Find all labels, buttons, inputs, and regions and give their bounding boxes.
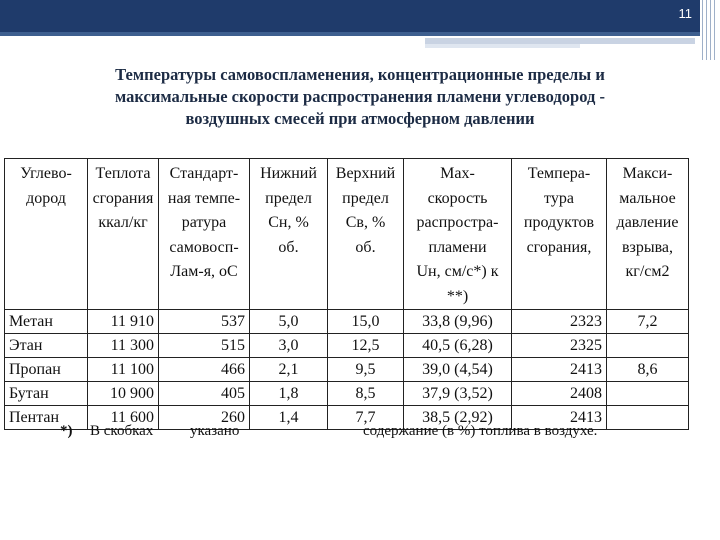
table-cell: 8,6 (607, 358, 689, 382)
table-cell: Пропан (5, 358, 88, 382)
footnote (60, 420, 620, 442)
column-header: Углево- дород (5, 159, 88, 310)
column-header: Темпера- тура продуктов сгорания, (512, 159, 607, 310)
header-light-bar-2 (425, 44, 580, 48)
table-cell: 10 900 (88, 382, 159, 406)
table-cell: 33,8 (9,96) (404, 310, 512, 334)
table-row (5, 310, 689, 334)
column-header: Нижний предел Сн, % об. (250, 159, 328, 310)
title-line: Температуры самовоспламенения, концентрационные пределы и (115, 65, 605, 84)
table-row (5, 334, 689, 358)
column-header: Теплота сгорания ккал/кг (88, 159, 159, 310)
table-header-row (5, 159, 689, 310)
table-cell: Бутан (5, 382, 88, 406)
table-cell: 3,0 (250, 334, 328, 358)
table-cell: 537 (159, 310, 250, 334)
table-cell: 5,0 (250, 310, 328, 334)
table-cell: 11 600 (88, 406, 159, 430)
table-cell: Метан (5, 310, 88, 334)
table-cell: 8,5 (328, 382, 404, 406)
table-cell: 2408 (512, 382, 607, 406)
table-cell: 11 100 (88, 358, 159, 382)
table-cell: 37,9 (3,52) (404, 382, 512, 406)
decorative-lines (700, 0, 720, 60)
footnote-text: В скобках (90, 423, 154, 439)
header-accent-line (0, 32, 700, 36)
table-cell: 2,1 (250, 358, 328, 382)
table-cell: 7,2 (607, 310, 689, 334)
table-cell: 39,0 (4,54) (404, 358, 512, 382)
table-cell: 466 (159, 358, 250, 382)
table-cell: 2413 (512, 406, 607, 430)
table-cell: 2323 (512, 310, 607, 334)
table-cell: 9,5 (328, 358, 404, 382)
column-header: Мах- скорость распростра- пламени Uн, см/с*) к **) (404, 159, 512, 310)
table-cell: 2325 (512, 334, 607, 358)
slide-number: 11 (678, 6, 692, 21)
table-cell: 405 (159, 382, 250, 406)
table-cell: 7,7 (328, 406, 404, 430)
column-header: Стандарт- ная темпе- ратура самовосп- Лам-я, оС (159, 159, 250, 310)
slide-title (40, 64, 680, 130)
header-band (0, 0, 700, 32)
table-cell: Этан (5, 334, 88, 358)
table-cell: 15,0 (328, 310, 404, 334)
table-cell: 12,5 (328, 334, 404, 358)
title-line: максимальные скорости распространения пламени углеводород - (115, 87, 605, 106)
table-cell: 515 (159, 334, 250, 358)
column-header: Макси- мальное давление взрыва, кг/см2 (607, 159, 689, 310)
footnote-mark: *) (60, 423, 73, 439)
table-cell (607, 382, 689, 406)
table-cell: 1,4 (250, 406, 328, 430)
title-line: воздушных смесей при атмосферном давлении (185, 109, 535, 128)
table-cell: 260 (159, 406, 250, 430)
table-cell: 11 300 (88, 334, 159, 358)
table-cell: 38,5 (2,92) (404, 406, 512, 430)
hydrocarbon-table (4, 158, 689, 430)
table-cell (607, 334, 689, 358)
column-header: Верхний предел Св, % об. (328, 159, 404, 310)
table-cell: 40,5 (6,28) (404, 334, 512, 358)
table-cell: 2413 (512, 358, 607, 382)
footnote-text: содержание (в %) топлива в воздухе. (363, 423, 598, 439)
footnote-text: указано (190, 423, 240, 439)
table-cell: 1,8 (250, 382, 328, 406)
table-cell: Пентан (5, 406, 88, 430)
table-row (5, 358, 689, 382)
table-cell: 11 910 (88, 310, 159, 334)
table-row (5, 382, 689, 406)
